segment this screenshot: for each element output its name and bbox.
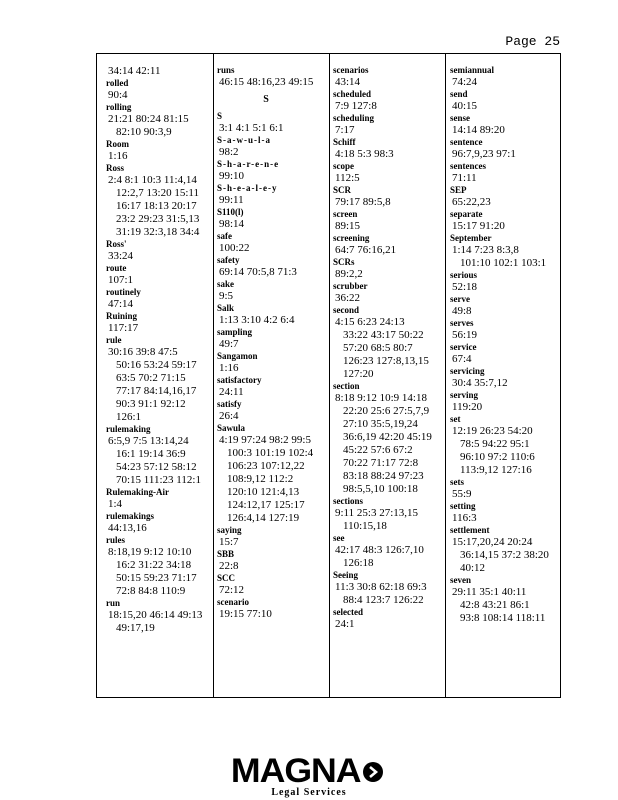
page-line-reference: 67:4 [452, 353, 472, 365]
index-entry [217, 159, 329, 183]
index-headword: sentence [450, 137, 483, 147]
page-line-reference: 89:2,2 [335, 268, 363, 280]
page-line-reference: 50:15 59:23 71:17 [116, 572, 197, 584]
index-column-1 [97, 54, 213, 697]
index-headword: selected [333, 607, 363, 617]
index-headword: route [106, 263, 127, 273]
page-line-reference: 2:4 8:1 10:3 11:4,14 [108, 174, 197, 186]
index-headword: Seeing [333, 570, 359, 580]
index-headword: Room [106, 139, 129, 149]
page-line-reference: 8:18,19 9:12 10:10 [108, 546, 192, 558]
index-headword: send [450, 89, 468, 99]
index-entry [333, 257, 445, 281]
page-line-reference: 126:4,14 127:19 [227, 512, 300, 524]
page-line-reference: 69:14 70:5,8 71:3 [219, 266, 297, 278]
page-line-reference: 98:5,5,10 100:18 [343, 483, 418, 495]
index-headword: sense [450, 113, 470, 123]
index-headword: scrubber [333, 281, 368, 291]
index-headword: scheduled [333, 89, 372, 99]
index-entry [450, 390, 561, 414]
index-headword: set [450, 414, 461, 424]
page-line-reference: 12:19 26:23 54:20 [452, 425, 533, 437]
page-line-reference: 96:10 97:2 110:6 [460, 451, 535, 463]
page-line-reference: 55:9 [452, 488, 472, 500]
index-headword: routinely [106, 287, 141, 297]
page-line-reference: 46:15 48:16,23 49:15 [219, 76, 314, 88]
index-entry [333, 113, 445, 137]
index-entry [217, 231, 329, 255]
index-entry [333, 233, 445, 257]
index-entry [333, 185, 445, 209]
index-headword: rule [106, 335, 122, 345]
page-line-reference: 16:1 19:14 36:9 [116, 448, 186, 460]
page-line-reference: 1:14 7:23 8:3,8 [452, 244, 519, 256]
index-column-4 [445, 54, 561, 697]
page-line-reference: 49:8 [452, 305, 472, 317]
page-line-reference: 36:14,15 37:2 38:20 [460, 549, 549, 561]
index-frame [96, 53, 561, 698]
page-line-reference: 72:8 84:8 110:9 [116, 585, 186, 597]
index-headword: SCR [333, 185, 352, 195]
index-entry [450, 137, 561, 161]
page-line-reference: 34:14 42:11 [108, 65, 161, 77]
page-line-reference: 15:7 [219, 536, 239, 548]
index-entry [217, 303, 329, 327]
page-line-reference: 9:11 25:3 27:13,15 [335, 507, 419, 519]
index-entry [450, 477, 561, 501]
page-line-reference: 71:11 [452, 172, 477, 184]
index-entry [106, 78, 213, 102]
index-headword: SEP [450, 185, 467, 195]
index-headword: serves [450, 318, 474, 328]
index-headword: screen [333, 209, 358, 219]
index-headword: SBB [217, 549, 235, 559]
index-entry [217, 525, 329, 549]
index-headword: rolling [106, 102, 132, 112]
index-headword: serious [450, 270, 477, 280]
index-entry [217, 327, 329, 351]
page-line-reference: 106:23 107:12,22 [227, 460, 305, 472]
index-headword: S-h-a-r-e-n-e [217, 159, 280, 169]
index-entry [106, 598, 213, 635]
page-line-reference: 7:9 127:8 [335, 100, 377, 112]
page-line-reference: 90:4 [108, 89, 128, 101]
page-line-reference: 36:6,19 42:20 45:19 [343, 431, 432, 443]
index-headword: rules [106, 535, 125, 545]
page-line-reference: 93:8 108:14 118:11 [460, 612, 546, 624]
index-entry [450, 294, 561, 318]
index-entry [217, 255, 329, 279]
page-line-reference: 96:7,9,23 97:1 [452, 148, 516, 160]
page-line-reference: 40:15 [452, 100, 478, 112]
page-line-reference: 26:4 [219, 410, 239, 422]
page-line-reference: 100:3 101:19 102:4 [227, 447, 314, 459]
page-line-reference: 52:18 [452, 281, 478, 293]
page-line-reference: 4:15 6:23 24:13 [335, 316, 405, 328]
page-line-reference: 42:8 43:21 86:1 [460, 599, 530, 611]
page-line-reference: 1:4 [108, 498, 123, 510]
index-entry [217, 549, 329, 573]
index-headword: scheduling [333, 113, 375, 123]
page-line-reference: 18:15,20 46:14 49:13 [108, 609, 203, 621]
page-line-reference: 70:22 71:17 72:8 [343, 457, 419, 469]
index-headword: S110(l) [217, 207, 244, 217]
index-entry [106, 335, 213, 424]
index-headword: satisfy [217, 399, 242, 409]
index-entry [106, 511, 213, 535]
index-headword: servicing [450, 366, 485, 376]
page-line-reference: 108:9,12 112:2 [227, 473, 294, 485]
index-entry [217, 207, 329, 231]
index-entry [450, 501, 561, 525]
page-line-reference: 98:14 [219, 218, 245, 230]
index-headword: Ruining [106, 311, 138, 321]
page-line-reference: 19:15 77:10 [219, 608, 272, 620]
index-entry [106, 65, 213, 78]
page-line-reference: 22:8 [219, 560, 239, 572]
index-entry [106, 102, 213, 139]
index-entry [333, 496, 445, 533]
index-headword: scenarios [333, 65, 369, 75]
index-entry [333, 89, 445, 113]
index-headword: satisfactory [217, 375, 262, 385]
page-line-reference: 27:10 35:5,19,24 [343, 418, 418, 430]
index-headword: setting [450, 501, 476, 511]
index-headword: Sawula [217, 423, 246, 433]
index-headword: Rulemaking-Air [106, 487, 169, 497]
index-entry [217, 135, 329, 159]
page-line-reference: 79:17 89:5,8 [335, 196, 391, 208]
page-line-reference: 12:2,7 13:20 15:11 [116, 187, 200, 199]
page-line-reference: 65:22,23 [452, 196, 491, 208]
page-line-reference: 90:3 91:1 92:12 [116, 398, 186, 410]
index-entry [450, 65, 561, 89]
index-headword: sake [217, 279, 235, 289]
page-line-reference: 83:18 88:24 97:23 [343, 470, 424, 482]
index-entry [333, 65, 445, 89]
index-headword: screening [333, 233, 370, 243]
page-line-reference: 77:17 84:14,16,17 [116, 385, 197, 397]
index-headword: scenario [217, 597, 249, 607]
index-headword: Sangamon [217, 351, 258, 361]
page-line-reference: 99:10 [219, 170, 245, 182]
page-line-reference: 33:24 [108, 250, 134, 262]
page-line-reference: 110:15,18 [343, 520, 387, 532]
page-line-reference: 11:3 30:8 62:18 69:3 [335, 581, 427, 593]
page-line-reference: 8:18 9:12 10:9 14:18 [335, 392, 427, 404]
page-line-reference: 30:4 35:7,12 [452, 377, 508, 389]
page-line-reference: 33:22 43:17 50:22 [343, 329, 424, 341]
index-entry [450, 233, 561, 270]
page-line-reference: 23:2 29:23 31:5,13 [116, 213, 200, 225]
page-line-reference: 127:20 [343, 368, 374, 380]
index-headword: rolled [106, 78, 129, 88]
index-entry [333, 137, 445, 161]
index-entry [333, 281, 445, 305]
index-headword: SCC [217, 573, 236, 583]
page-line-reference: 22:20 25:6 27:5,7,9 [343, 405, 430, 417]
index-entry [333, 209, 445, 233]
logo-row [231, 752, 383, 791]
index-entry [450, 161, 561, 185]
page-line-reference: 63:5 70:2 71:15 [116, 372, 186, 384]
index-entry [450, 89, 561, 113]
page-line-reference: 124:12,17 125:17 [227, 499, 305, 511]
page-line-reference: 1:16 [108, 150, 128, 162]
page-line-reference: 120:10 121:4,13 [227, 486, 300, 498]
index-entry [217, 89, 329, 111]
page-line-reference: 15:17,20,24 20:24 [452, 536, 533, 548]
page-line-reference: 45:22 57:6 67:2 [343, 444, 413, 456]
page-line-reference: 99:11 [219, 194, 244, 206]
page-line-reference: 107:1 [108, 274, 134, 286]
page-line-reference: 4:18 5:3 98:3 [335, 148, 394, 160]
index-headword: rulemakings [106, 511, 155, 521]
page-line-reference: 56:19 [452, 329, 478, 341]
index-entry [333, 570, 445, 607]
index-entry [217, 183, 329, 207]
index-entry [106, 163, 213, 239]
index-entry [217, 351, 329, 375]
index-entry [450, 209, 561, 233]
index-headword: runs [217, 65, 235, 75]
page-line-reference: 49:17,19 [116, 622, 155, 634]
page-line-reference: 15:17 91:20 [452, 220, 505, 232]
page-line-reference: 126:23 127:8,13,15 [343, 355, 429, 367]
page-line-reference: 101:10 102:1 103:1 [460, 257, 547, 269]
page-line-reference: 1:16 [219, 362, 239, 374]
page-line-reference: 44:13,16 [108, 522, 147, 534]
page-line-reference: 50:16 53:24 59:17 [116, 359, 197, 371]
index-headword: saying [217, 525, 242, 535]
index-entry [106, 487, 213, 511]
index-headword: September [450, 233, 492, 243]
page-line-reference: 126:1 [116, 411, 142, 423]
index-headword: rulemaking [106, 424, 151, 434]
page-line-reference: 100:22 [219, 242, 250, 254]
page-line-reference: 4:19 97:24 98:2 99:5 [219, 434, 311, 446]
logo-tagline: Legal Services [271, 787, 347, 798]
index-column-2 [213, 54, 329, 697]
magna-logo [0, 752, 618, 798]
index-headword: safety [217, 255, 240, 265]
index-entry [106, 311, 213, 335]
index-headword: semiannual [450, 65, 495, 75]
index-entry [217, 65, 329, 89]
index-entry [106, 139, 213, 163]
index-headword: service [450, 342, 477, 352]
index-headword: sentences [450, 161, 486, 171]
index-headword: sections [333, 496, 363, 506]
index-headword: sets [450, 477, 464, 487]
index-headword: Salk [217, 303, 235, 313]
page-line-reference: 24:1 [335, 618, 355, 630]
page-line-reference: 116:3 [452, 512, 477, 524]
index-entry [217, 375, 329, 399]
index-headword: section [333, 381, 360, 391]
index-entry [450, 525, 561, 575]
index-entry [217, 597, 329, 621]
index-entry [450, 318, 561, 342]
page-line-reference: 36:22 [335, 292, 361, 304]
page-line-reference: 49:7 [219, 338, 239, 350]
page-line-reference: 43:14 [335, 76, 361, 88]
index-entry [450, 113, 561, 137]
page-line-reference: 21:21 80:24 81:15 [108, 113, 189, 125]
index-headword: S-h-e-a-l-e-y [217, 183, 278, 193]
page-line-reference: 16:17 18:13 20:17 [116, 200, 197, 212]
page-line-reference: 6:5,9 7:5 13:14,24 [108, 435, 189, 447]
index-entry [217, 573, 329, 597]
index-entry [217, 279, 329, 303]
index-entry [106, 287, 213, 311]
index-entry [450, 342, 561, 366]
index-column-3 [329, 54, 445, 697]
page-line-reference: 31:19 32:3,18 34:4 [116, 226, 200, 238]
page-line-reference: 14:14 89:20 [452, 124, 505, 136]
index-headword: safe [217, 231, 232, 241]
page-line-reference: 117:17 [108, 322, 139, 334]
page-line-reference: 98:2 [219, 146, 239, 158]
index-entry [106, 263, 213, 287]
index-headword: Schiff [333, 137, 356, 147]
index-entry [217, 399, 329, 423]
page-line-reference: 24:11 [219, 386, 244, 398]
index-headword: Ross [106, 163, 125, 173]
page-line-reference: 29:11 35:1 40:11 [452, 586, 527, 598]
index-headword: SCRs [333, 257, 355, 267]
page-line-reference: 30:16 39:8 47:5 [108, 346, 178, 358]
index-entry [450, 366, 561, 390]
page-line-reference: 113:9,12 127:16 [460, 464, 532, 476]
page-line-reference: 40:12 [460, 562, 486, 574]
index-headword: settlement [450, 525, 490, 535]
page-line-reference: 72:12 [219, 584, 245, 596]
page-line-reference: 112:5 [335, 172, 360, 184]
page-line-reference: 89:15 [335, 220, 361, 232]
index-headword: sampling [217, 327, 253, 337]
page-line-reference: 42:17 48:3 126:7,10 [335, 544, 424, 556]
logo-wordmark: MAGNA [231, 752, 361, 790]
index-entry [333, 305, 445, 381]
index-headword: serving [450, 390, 478, 400]
page-number: Page 25 [505, 34, 560, 49]
page-line-reference: 9:5 [219, 290, 234, 302]
index-entry [106, 239, 213, 263]
index-headword: separate [450, 209, 483, 219]
index-headword: S-a-w-u-l-a [217, 135, 271, 145]
index-entry [450, 575, 561, 625]
index-headword: S [217, 111, 223, 121]
page-line-reference: 82:10 90:3,9 [116, 126, 172, 138]
index-entry [333, 607, 445, 631]
index-headword: second [333, 305, 360, 315]
page-line-reference: 70:15 111:23 112:1 [116, 474, 201, 486]
section-letter: S [263, 94, 269, 105]
page-line-reference: 88:4 123:7 126:22 [343, 594, 424, 606]
page-line-reference: 47:14 [108, 298, 134, 310]
page-line-reference: 119:20 [452, 401, 483, 413]
index-headword: serve [450, 294, 470, 304]
index-entry [333, 381, 445, 496]
page-line-reference: 57:20 68:5 80:7 [343, 342, 413, 354]
index-entry [106, 535, 213, 598]
index-entry [450, 185, 561, 209]
arrow-circle-icon [362, 761, 384, 783]
index-entry [450, 270, 561, 294]
page-line-reference: 1:13 3:10 4:2 6:4 [219, 314, 295, 326]
index-entry [217, 423, 329, 525]
index-headword: scope [333, 161, 354, 171]
page-line-reference: 126:18 [343, 557, 374, 569]
page-line-reference: 64:7 76:16,21 [335, 244, 397, 256]
index-entry [106, 424, 213, 487]
index-entry [333, 533, 445, 570]
page-line-reference: 54:23 57:12 58:12 [116, 461, 197, 473]
page-line-reference: 3:1 4:1 5:1 6:1 [219, 122, 284, 134]
index-headword: run [106, 598, 121, 608]
index-entry [217, 111, 329, 135]
index-headword: Ross' [106, 239, 127, 249]
index-headword: see [333, 533, 345, 543]
page-line-reference: 78:5 94:22 95:1 [460, 438, 530, 450]
page-line-reference: 74:24 [452, 76, 478, 88]
index-headword: seven [450, 575, 471, 585]
index-entry [450, 414, 561, 477]
page-line-reference: 16:2 31:22 34:18 [116, 559, 192, 571]
index-entry [333, 161, 445, 185]
page-line-reference: 7:17 [335, 124, 355, 136]
